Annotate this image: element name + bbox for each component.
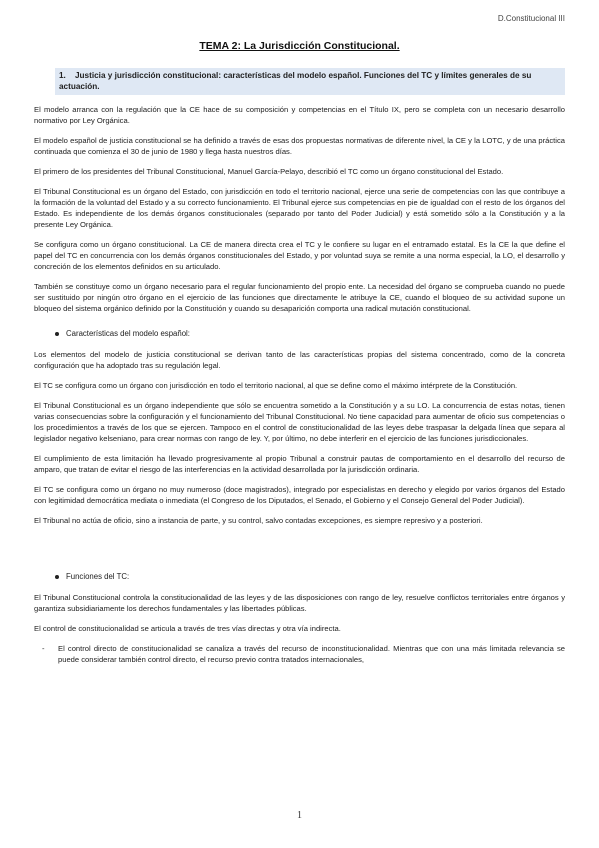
bullet-heading-funciones <box>34 571 565 582</box>
section-number: 1. <box>59 71 66 80</box>
paragraph: El Tribunal Constitucional es un órgano del Estado, con jurisdicción en todo el territorio nacional, ejerce una serie de competencias con las que contribuye a la formación de la voluntad del Estado y a su correcto funcionamiento. El Tribunal ejerce sus competencias en pie de igualdad con el resto de los órganos del Estado. Es independiente de los demás órganos constitucionales (separado por tanto del Poder Judicial) y está sometido sólo a la Constitución y a la presente Ley Orgánica. <box>34 187 565 229</box>
page-number: 1 <box>297 810 302 821</box>
bullet-dot-icon <box>55 575 59 579</box>
paragraph: El modelo arranca con la regulación que la CE hace de su composición y competencias en el Título IX, pero se completa con un necesario desarrollo normativo por Ley Orgánica. <box>34 105 565 125</box>
section-text: Justicia y jurisdicción constitucional: características del modelo español. Funciones del TC y límites generales de su actuación. <box>59 71 532 91</box>
paragraph: El Tribunal Constitucional es un órgano independiente que sólo se encuentra sometido a la Constitución y a su LO. La concurrencia de estas notas, tienen varias consecuencias sobre la configuración y el funcionamiento del Tribunal Constitucional. No tiene capacidad para aumentar de oficio sus competencias o los procedimientos a través de los que se ejercen. Tampoco en el control de constitucionalidad de las leyes debe traspasar la delgada línea que separa al legislador negativo kelseniano, para crear normas con rango de ley. Y, por último, no debe interferir en el ejercicio de las funciones jurisdiccionales. <box>34 401 565 443</box>
bullet-dot-icon <box>55 332 59 336</box>
paragraph: El primero de los presidentes del Tribunal Constitucional, Manuel García-Pelayo, describió el TC como un órgano constitucional del Estado. <box>34 167 504 176</box>
paragraph: El Tribunal no actúa de oficio, sino a instancia de parte, y su control, salvo contadas excepciones, es siempre represivo y a posteriori. <box>34 516 483 525</box>
paragraph: El control de constitucionalidad se articula a través de tres vías directas y otra vía indirecta. <box>34 624 341 633</box>
paragraph: El cumplimiento de esta limitación ha llevado progresivamente al propio Tribunal a construir pautas de comportamiento en el desarrollo del recurso de amparo, que tratan de evitar el riesgo de las interferencias en la actividad desarrollada por la jurisdicción ordinaria. <box>34 454 565 474</box>
paragraph: El TC se configura como un órgano no muy numeroso (doce magistrados), integrado por especialistas en derecho y elegido por varios órganos del Estado con legitimidad democrática mediata o inmediata (el Congreso de los Diputados, el Senado, el Gobierno y el Consejo General del Poder Judicial). <box>34 485 565 505</box>
bullet-label: Funciones del TC: <box>66 572 130 581</box>
body-content <box>34 104 565 665</box>
paragraph: El modelo español de justicia constitucional se ha definido a través de esas dos propuestas normativas de diferente nivel, la CE y la LOTC, y de una práctica continuada que comienza el 30 de junio de 1980 y llega hasta nuestros días. <box>34 136 565 156</box>
running-header: D.Constitucional III <box>497 14 565 23</box>
paragraph: También se constituye como un órgano necesario para el regular funcionamiento del propio ente. La necesidad del órgano se comprueba cuando no puede ser sustituido por ningún otro órgano en el ejercicio de las funciones que directamente le atribuye la CE, cuando el bloqueo de su actividad supone un bloqueo del sistema orgánico definido por la Constitución y cuando su desaparición comporta una radical mutación constitucional. <box>34 282 565 313</box>
bullet-heading-caracteristicas <box>34 328 565 339</box>
blank-space <box>34 535 565 557</box>
document-title: TEMA 2: La Jurisdicción Constitucional. <box>199 40 400 52</box>
dash-item-text: El control directo de constitucionalidad se canaliza a través del recurso de inconstitucionalidad. Mientras que con una más limitada relevancia se puede considerar también control directo, el recurso previo contra tratados internacionales, <box>58 644 565 664</box>
dash-list-item <box>34 643 565 665</box>
paragraph: El TC se configura como un órgano con jurisdicción en todo el territorio nacional, al que se define como el máximo intérprete de la Constitución. <box>34 381 518 390</box>
paragraph: El Tribunal Constitucional controla la constitucionalidad de las leyes y de las disposiciones con rango de ley, resuelve conflictos territoriales entre órganos y garantiza subsidiariamente los derechos fundamentales y las libertades públicas. <box>34 593 565 613</box>
section-heading <box>55 68 565 95</box>
dash-marker: - <box>42 644 45 653</box>
paragraph: Los elementos del modelo de justicia constitucional se derivan tanto de las características propias del sistema concentrado, como de la concreta configuración que ha adoptado tras su regulación legal. <box>34 350 565 370</box>
bullet-label: Características del modelo español: <box>66 329 190 338</box>
paragraph: Se configura como un órgano constitucional. La CE de manera directa crea el TC y le confiere su lugar en el entramado estatal. Es la CE la que define el papel del TC en concurrencia con los demás órganos constitucionales del Estado, y por voluntad suya se remite a una norma especial, la LO, el desarrollo y concreción de los elementos definidos en su articulado. <box>34 240 565 271</box>
